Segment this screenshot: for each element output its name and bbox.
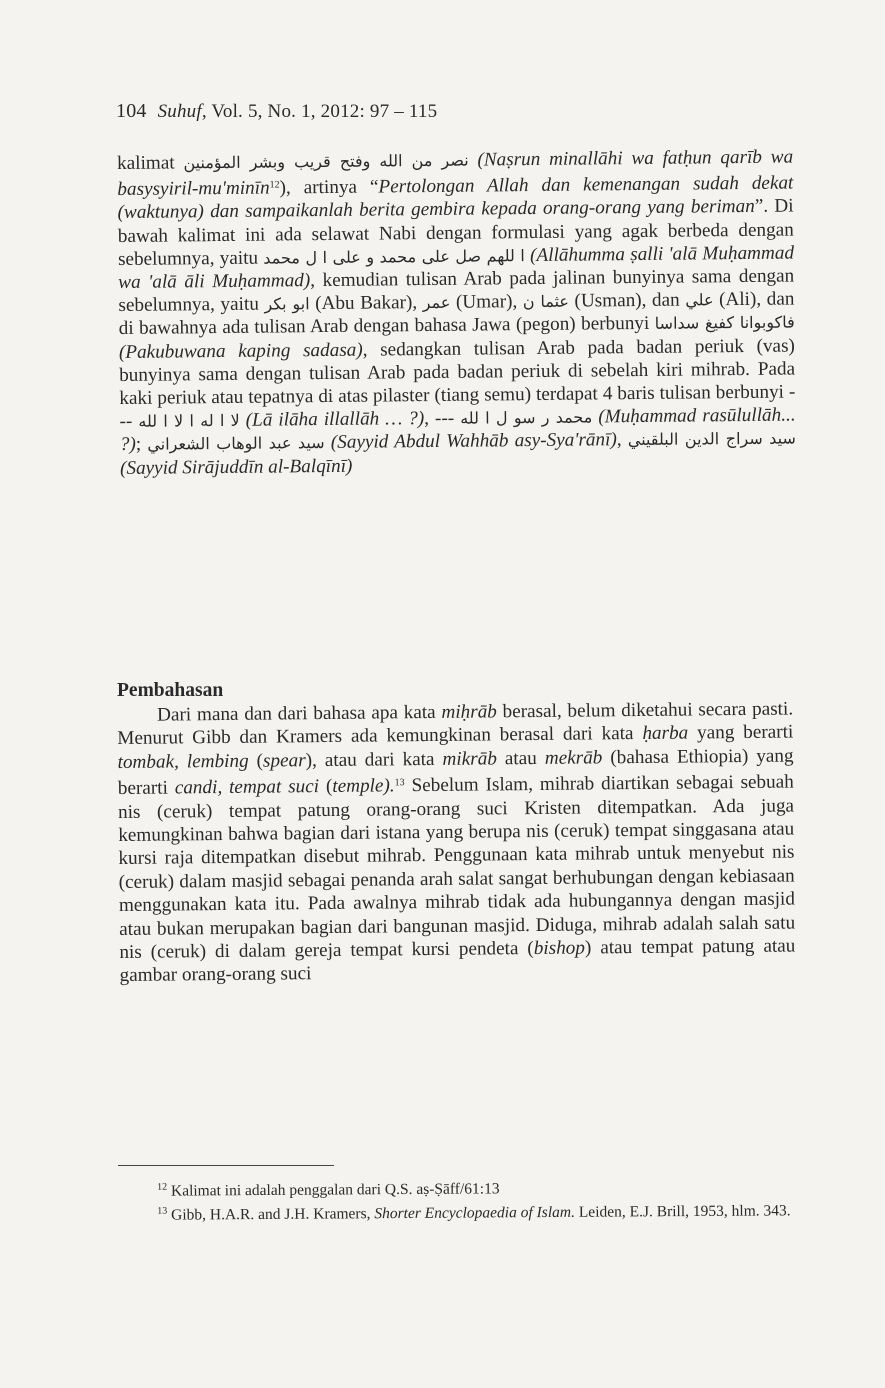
text-run: ( (325, 776, 333, 798)
arabic-text: سيد سراج الدين البلقيني (627, 428, 796, 450)
term: tombak, lembing (117, 750, 249, 773)
text-run: yang berarti (696, 721, 794, 744)
section-heading: Pembahasan (117, 680, 224, 701)
transliteration: (Muḥammad rasūlullāh... ?) (119, 404, 796, 456)
text-run: (Usman), dan (574, 289, 680, 312)
term: miḥrāb (441, 701, 497, 723)
footnote-ref-12[interactable]: 12 (269, 179, 280, 191)
term: ḥarba (642, 722, 689, 745)
arabic-text: لا ا له ا لا ا لله (138, 411, 240, 432)
arabic-text: سيد عبد الوهاب الشعراني (147, 433, 325, 455)
text-run: , sedangkan tulisan Arab pada badan periuk (vas) bunyinya sama dengan tulisan Arab pada badan periuk di sebelah kiri mihrab. Pada kaki periuk atau tepatnya di atas pilaster (tiang semu) terdapat 4 baris tulisan berbunyi --- (119, 335, 796, 433)
transliteration: (Pakubuwana kaping sadasa) (118, 339, 363, 363)
running-header (116, 100, 437, 123)
footnote-13 (117, 1197, 793, 1225)
footnote-text: Leiden, E.J. Brill, 1953, hlm. 343. (578, 1201, 791, 1221)
text-run: , (616, 429, 622, 451)
text-run: , --- (424, 408, 455, 430)
section-paragraph (117, 698, 796, 988)
term: mikrāb (442, 748, 497, 770)
text-run: ( (256, 750, 264, 772)
text-run: ), artinya “ (279, 176, 379, 199)
arabic-text: علي (685, 290, 714, 310)
text-run: Dari mana dan dari bahasa apa kata (157, 701, 436, 726)
arabic-text: فاكوبوانا كفيغ سداسا (654, 312, 795, 334)
translation: Pertolongan Allah dan kemenangan sudah dekat (waktunya) dan sampaikanlah berita gembira kepada orang-orang yang beriman (117, 172, 794, 224)
text-run: ; (135, 434, 142, 456)
footnote-ref-13[interactable]: 13 (394, 777, 405, 789)
term: bishop (533, 937, 586, 960)
text-run: kalimat (117, 152, 175, 174)
text-run: Sebelum Islam, mihrab diartikan sebagai sebuah nis (ceruk) tempat patung orang-orang suci Kristen ditempatkan. Ada juga kemungkinan bahwa bagian dari istana yang berupa nis (ceruk) tempat singgasana atau kursi raja ditempatkan disebut mihrab. Penggunaan kata mihrab untuk menyebut nis (ceruk) dalam masjid sebagai penanda arah salat sangat berhubungan dengan kebiasaan menggunakan kata itu. Pada awalnya mihrab tidak ada hubungannya dengan masjid atau bukan merupakan bagian dari bangunan masjid. Diduga, mihrab adalah salah satu nis (ceruk) di dalam gereja tempat kursi pendeta ( (117, 771, 796, 964)
text-run: (bahasa Ethiopia) yang berarti (117, 745, 794, 800)
text-run: (Umar), (455, 291, 518, 313)
body-paragraph (117, 146, 796, 480)
journal-citation: Vol. 5, No. 1, 2012: 97 – 115 (211, 101, 438, 122)
transliteration: (Naṣrun minallāhi wa fatḥun qarīb wa basysyiril-mu'minīn (117, 146, 794, 201)
text-run: (Ali), dan di bawahnya ada tulisan Arab dengan bahasa Jawa (pegon) berbunyi (118, 288, 795, 340)
footnote-divider (118, 1165, 334, 1166)
term: candi, tempat suci (174, 776, 320, 799)
arabic-text: عثما ن (522, 291, 570, 312)
arabic-text: ا للهم صل على محمد و على ا ل محمد (263, 245, 525, 268)
text-run: atau (504, 747, 537, 770)
footnote-number: 12 (157, 1181, 168, 1193)
term: spear (262, 750, 306, 772)
text-run: ), atau dari kata (305, 748, 435, 772)
term: temple). (332, 775, 395, 798)
arabic-text: محمد ر سو ل ا لله (460, 407, 593, 428)
footnote-number: 13 (157, 1205, 168, 1217)
footnote-title: Shorter Encyclopaedia of Islam. (374, 1203, 575, 1222)
journal-name: Suhuf, (157, 101, 207, 122)
text-run: berasal, belum diketahui secara pasti. Menurut Gibb dan Kramers ada kemungkinan berasal dari kata (117, 698, 794, 750)
footnote-text: Kalimat ini adalah penggalan dari Q.S. aṣ-Ṣāff/61:13 (170, 1180, 500, 1200)
transliteration: (Sayyid Abdul Wahhāb asy-Sya'rānī) (330, 429, 617, 454)
text-run: ”. Di bawah kalimat ini ada selawat Nabi dengan formulasi yang agak berbeda dengan sebelumnya, yaitu (117, 195, 794, 270)
transliteration: (Lā ilāha illallāh … ?) (245, 408, 425, 432)
footnotes (117, 1173, 793, 1225)
text-run: ) atau tempat patung atau gambar orang-orang suci (119, 935, 796, 987)
transliteration: (Allāhumma ṣalli 'alā Muḥammad wa 'alā āli Muḥammad) (118, 242, 795, 294)
arabic-text: عمر (422, 293, 451, 313)
page-number: 104 (116, 100, 147, 122)
arabic-text: نصر من الله وفتح قريب وبشر المؤمنين (183, 150, 469, 173)
term: mekrāb (544, 747, 603, 769)
footnote-text: Gibb, H.A.R. and J.H. Kramers, (171, 1204, 371, 1224)
text-run: (Abu Bakar), (315, 292, 418, 315)
text-run: , kemudian tulisan Arab pada jalinan bunyinya sama dengan sebelumnya, yaitu (118, 265, 795, 317)
arabic-text: ابو بكر (264, 294, 310, 314)
transliteration: (Sayyid Sirājuddīn al-Balqīnī) (119, 455, 353, 479)
